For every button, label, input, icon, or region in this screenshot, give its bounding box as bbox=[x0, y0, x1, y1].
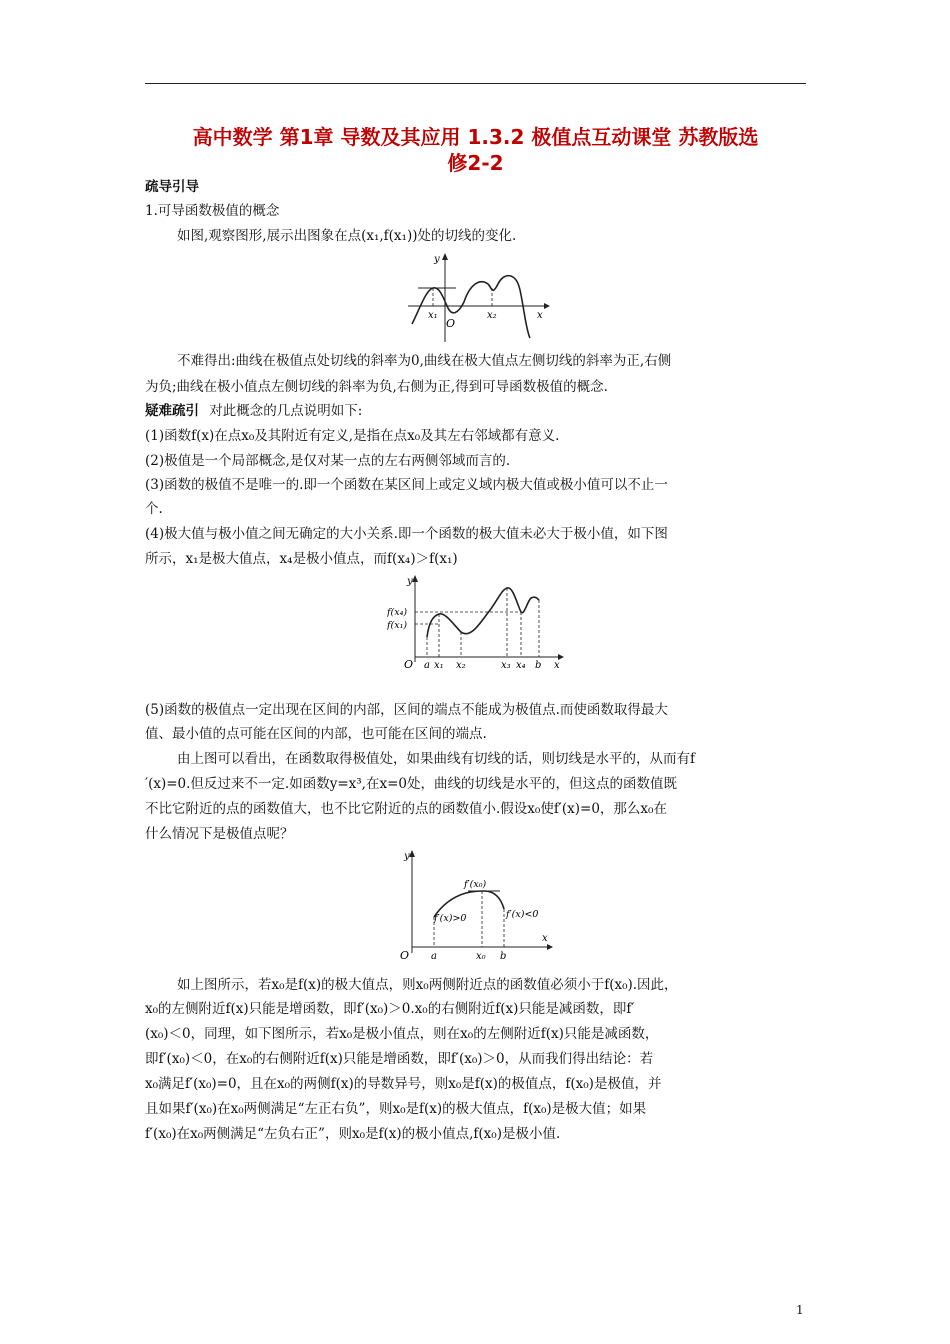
x3-label: x₃ bbox=[501, 660, 511, 671]
x1-label: x₁ bbox=[428, 310, 438, 321]
page-number: 1 bbox=[796, 1303, 804, 1317]
point-3-line-2: 个. bbox=[145, 501, 163, 517]
fx4-label: f(x₄) bbox=[387, 607, 408, 618]
x-label: x bbox=[537, 310, 543, 321]
section-1-title: 1.可导函数极值的概念 bbox=[145, 203, 280, 219]
left-derivative-label: f′(x)>0 bbox=[434, 913, 467, 924]
paragraph-2-line-5: x₀满足f′(x₀)=0，且在x₀的两侧f(x)的导数异号，则x₀是f(x)的极值点，f(x₀)是极值，并 bbox=[145, 1076, 662, 1092]
section-1-intro: 如图,观察图形,展示出图象在点(x₁,f(x₁))处的切线的变化. bbox=[177, 228, 517, 244]
origin-label: O bbox=[446, 317, 456, 330]
point-3-line-1: (3)函数的极值不是唯一的.即一个函数在某区间上或定义域内极大值或极小值可以不止一 bbox=[145, 477, 668, 493]
b-label: b bbox=[535, 660, 542, 671]
right-derivative-label: f′(x)<0 bbox=[506, 909, 539, 920]
point-5-line-1: (5)函数的极值点一定出现在区间的内部，区间的端点不能成为极值点.而使函数取得最大 bbox=[145, 702, 668, 718]
guide-line bbox=[145, 401, 362, 421]
function-curve bbox=[427, 588, 539, 637]
paragraph-1-line-1: 由上图可以看出，在函数取得极值处，如果曲线有切线的话，则切线是水平的，从而有f bbox=[177, 751, 695, 767]
origin-label: O bbox=[404, 658, 414, 671]
figure-max-min-graph bbox=[387, 572, 565, 672]
x2-label: x₂ bbox=[456, 660, 466, 671]
paragraph-2-line-4: 即f′(x₀)＜0，在x₀的右侧附近f(x)只能是增函数，即f′(x₀)＞0，从而我们得出结论：若 bbox=[145, 1051, 654, 1067]
point-1: (1)函数f(x)在点x₀及其附近有定义,是指在点x₀及其左右邻域都有意义. bbox=[145, 428, 560, 444]
figure-tangent-graph bbox=[400, 250, 550, 346]
section-heading: 疏导引导 bbox=[145, 179, 199, 195]
fx1-label: f(x₁) bbox=[387, 620, 408, 631]
x1-label: x₁ bbox=[434, 660, 444, 671]
x-label: x bbox=[542, 933, 548, 944]
guide-label: 疑难疏引 bbox=[145, 403, 199, 419]
paragraph-2-line-2: x₀的左侧附近f(x)只能是增函数，即f′(x₀)＞0.x₀的右侧附近f(x)只能是减函数，即f′ bbox=[145, 1001, 635, 1017]
point-4-line-2: 所示，x₁是极大值点，x₄是极小值点，而f(x₄)＞f(x₁) bbox=[145, 551, 458, 567]
x0-label: x₀ bbox=[476, 951, 486, 962]
page-title-line-2: 修2-2 bbox=[447, 151, 504, 175]
paragraph-2-line-6: 且如果f′(x₀)在x₀两侧满足“左正右负”，则x₀是f(x)的极大值点，f(x₀)是极大值；如果 bbox=[145, 1101, 647, 1117]
f-prime-x0-label: f′(x₀) bbox=[464, 879, 487, 890]
function-curve bbox=[412, 276, 530, 338]
y-label: y bbox=[407, 576, 413, 587]
conclusion-line-1: 不难得出:曲线在极值点处切线的斜率为0,曲线在极大值点左侧切线的斜率为正,右侧 bbox=[177, 353, 672, 369]
b-label: b bbox=[500, 951, 507, 962]
a-label: a bbox=[424, 660, 430, 671]
paragraph-1-line-4: 什么情况下是极值点呢？ bbox=[145, 826, 294, 842]
x-label: x bbox=[554, 660, 560, 671]
point-5-line-2: 值、最小值的点可能在区间的内部，也可能在区间的端点. bbox=[145, 726, 487, 742]
paragraph-1-line-2: ′(x)=0.但反过来不一定.如函数y=x³,在x=0处，曲线的切线是水平的，但这点的函数值既 bbox=[145, 776, 677, 792]
page-title-line-1: 高中数学 第1章 导数及其应用 1.3.2 极值点互动课堂 苏教版选 bbox=[192, 125, 759, 149]
guide-text: 对此概念的几点说明如下: bbox=[209, 403, 363, 419]
point-2: (2)极值是一个局部概念,是仅对某一点的左右两侧邻域而言的. bbox=[145, 453, 511, 469]
paragraph-2-line-3: (x₀)＜0，同理，如下图所示，若x₀是极小值点，则在x₀的左侧附近f(x)只能是减函数， bbox=[145, 1026, 659, 1042]
y-label: y bbox=[404, 851, 410, 862]
figure-derivative-sign-graph bbox=[396, 845, 556, 963]
conclusion-line-2: 为负;曲线在极小值点左侧切线的斜率为负,右侧为正,得到可导函数极值的概念. bbox=[145, 379, 608, 395]
paragraph-2-line-7: f′(x₀)在x₀两侧满足“左负右正”，则x₀是f(x)的极小值点,f(x₀)是极小值. bbox=[145, 1126, 561, 1142]
origin-label: O bbox=[400, 949, 410, 962]
y-label: y bbox=[434, 254, 440, 265]
header-rule bbox=[145, 83, 806, 84]
point-4-line-1: (4)极大值与极小值之间无确定的大小关系.即一个函数的极大值未必大于极小值，如下图 bbox=[145, 526, 668, 542]
paragraph-2-line-1: 如上图所示，若x₀是f(x)的极大值点，则x₀两侧附近点的函数值必须小于f(x₀).因此， bbox=[177, 977, 678, 993]
x4-label: x₄ bbox=[516, 660, 526, 671]
x2-label: x₂ bbox=[487, 310, 497, 321]
a-label: a bbox=[431, 951, 437, 962]
paragraph-1-line-3: 不比它附近的点的函数值大，也不比它附近的点的函数值小.假设x₀使f′(x)=0，那么x₀在 bbox=[145, 801, 667, 817]
